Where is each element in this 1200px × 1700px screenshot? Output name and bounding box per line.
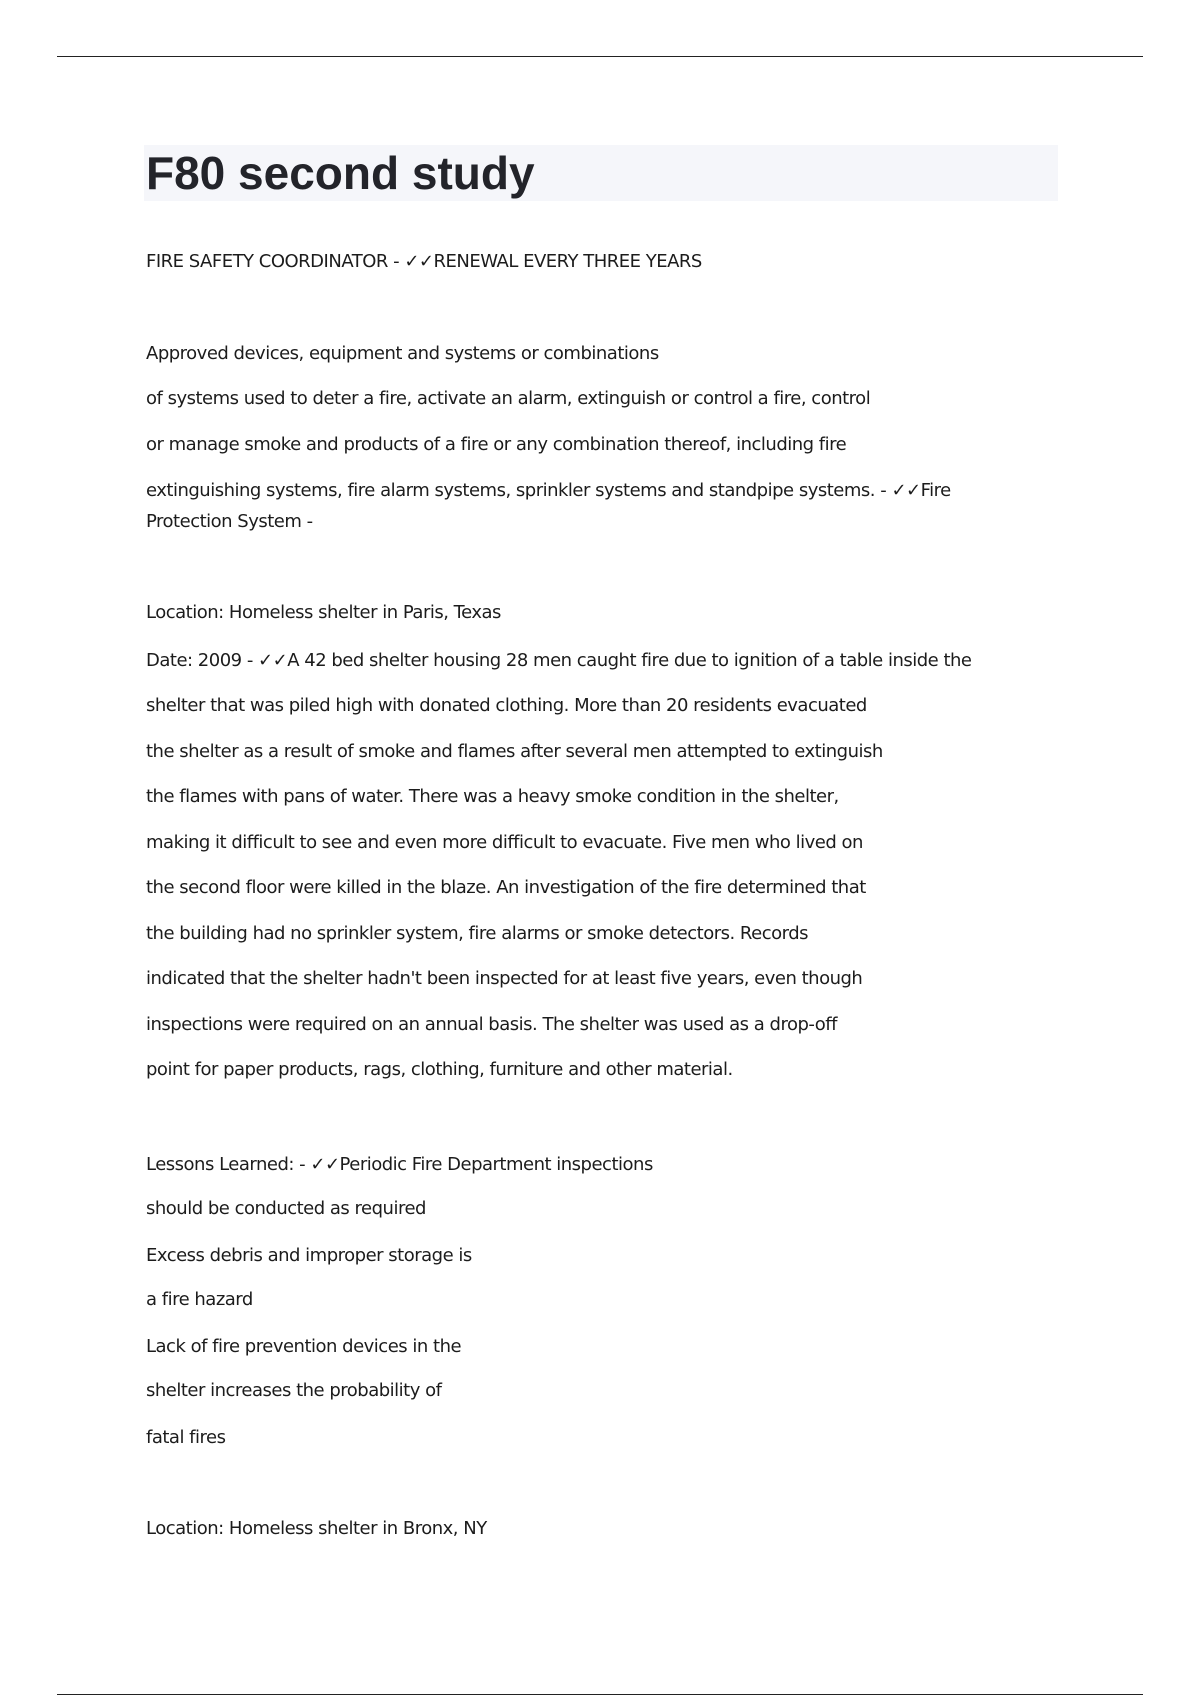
text-line-date: Date: 2009 - ✓✓A 42 bed shelter housing 28 men caught fire due to ignition of a table inside the: [146, 650, 972, 671]
text-line: or manage smoke and products of a fire or any combination thereof, including fire: [146, 434, 847, 455]
text-line-location-paris: Location: Homeless shelter in Paris, Texas: [146, 602, 501, 623]
text-line: extinguishing systems, fire alarm systems, sprinkler systems and standpipe systems. - ✓✓Fire: [146, 480, 951, 501]
text-line: indicated that the shelter hadn't been inspected for at least five years, even though: [146, 968, 863, 989]
text-line: point for paper products, rags, clothing, furniture and other material.: [146, 1059, 733, 1080]
page-title: F80 second study: [146, 147, 535, 199]
text-line: inspections were required on an annual basis. The shelter was used as a drop-off: [146, 1014, 837, 1035]
text-line: shelter that was piled high with donated clothing. More than 20 residents evacuated: [146, 695, 867, 716]
text-line-lessons-learned: Lessons Learned: - ✓✓Periodic Fire Department inspections: [146, 1154, 653, 1175]
text-line: Excess debris and improper storage is: [146, 1245, 472, 1266]
text-line: making it difficult to see and even more difficult to evacuate. Five men who lived on: [146, 832, 863, 853]
text-line: the building had no sprinkler system, fire alarms or smoke detectors. Records: [146, 923, 809, 944]
text-line: shelter increases the probability of: [146, 1380, 442, 1401]
text-line: Lack of fire prevention devices in the: [146, 1336, 462, 1357]
text-line: a fire hazard: [146, 1289, 253, 1310]
text-line: the second floor were killed in the blaze. An investigation of the fire determined that: [146, 877, 866, 898]
text-line: the flames with pans of water. There was a heavy smoke condition in the shelter,: [146, 786, 839, 807]
bottom-divider: [57, 1694, 1143, 1695]
text-line: fatal fires: [146, 1427, 226, 1448]
top-divider: [57, 56, 1143, 57]
text-line-location-bronx: Location: Homeless shelter in Bronx, NY: [146, 1518, 487, 1539]
text-line: Approved devices, equipment and systems or combinations: [146, 343, 659, 364]
text-line: should be conducted as required: [146, 1198, 426, 1219]
text-line-fire-safety-coordinator: FIRE SAFETY COORDINATOR - ✓✓RENEWAL EVERY THREE YEARS: [146, 251, 702, 272]
text-line: the shelter as a result of smoke and flames after several men attempted to extinguish: [146, 741, 883, 762]
text-line: of systems used to deter a fire, activate an alarm, extinguish or control a fire, control: [146, 388, 871, 409]
text-line: Protection System -: [146, 511, 313, 532]
